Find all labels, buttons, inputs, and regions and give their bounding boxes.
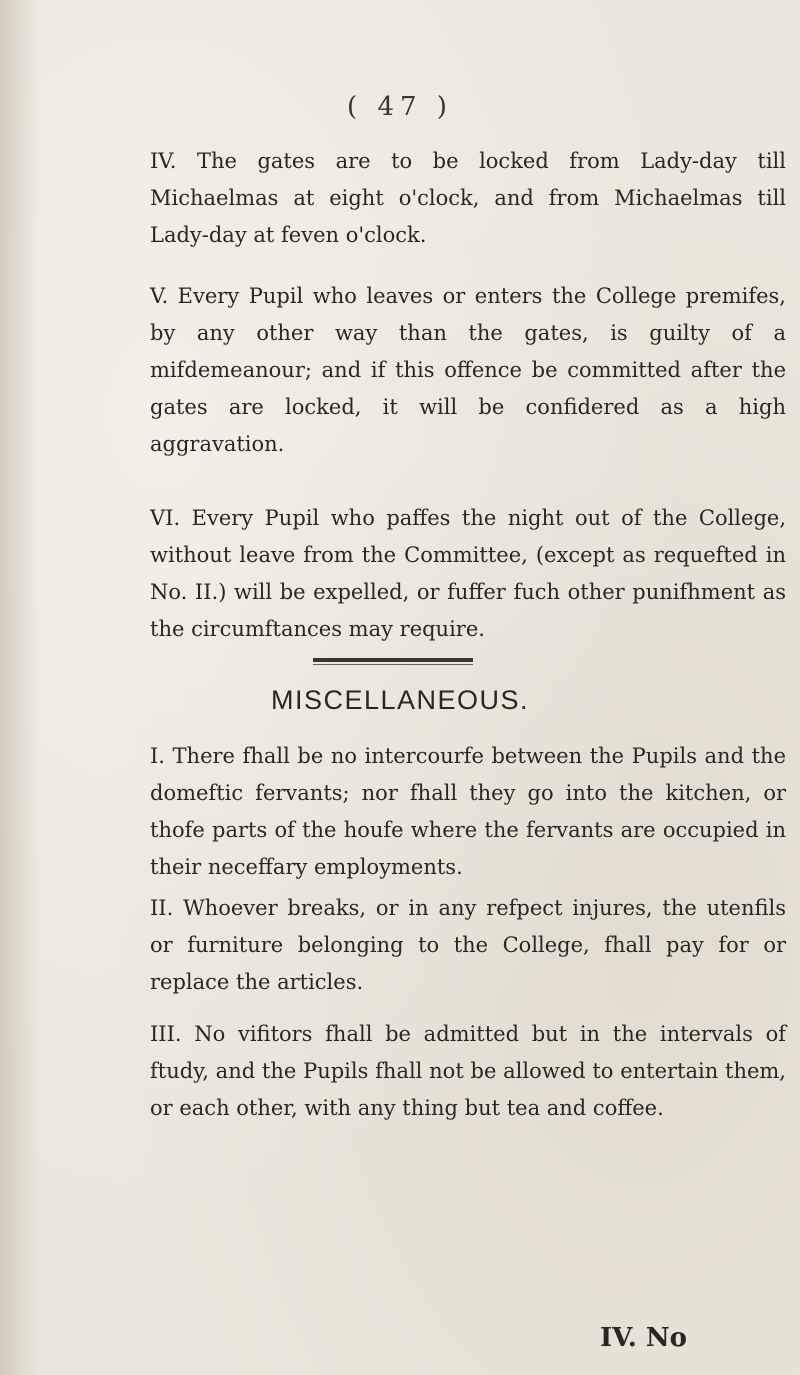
- misc-rule-i-servants: I. There fhall be no intercourfe between the Pupils and the domeftic fervants; nor fhall they go into the kitchen, or thofe parts of the houfe where the fervants are occupied in their neceffary employments.: [150, 744, 786, 879]
- section-divider: [313, 658, 473, 662]
- section-divider-thin: [313, 664, 473, 665]
- page-number: ( 47 ): [347, 92, 453, 122]
- misc-rule-ii-utensils: II. Whoever breaks, or in any refpect injures, the utenfils or furniture belonging to the College, fhall pay for or replace the articles.: [150, 896, 786, 994]
- rule-iv-gates: IV. The gates are to be locked from Lady-day till Michaelmas at eight o'clock, and from Michaelmas till Lady-day at feven o'clock.: [150, 149, 786, 247]
- section-heading: MISCELLANEOUS.: [270, 685, 530, 715]
- rule-v-premises: V. Every Pupil who leaves or enters the College premifes, by any other way than the gates, is guilty of a mifdemeanour; and if this offence be committed after the gates are locked, it will be confidered as a high aggravation.: [150, 284, 786, 456]
- catchword: IV. No: [600, 1323, 688, 1353]
- misc-rule-iii-visitors: III. No vifitors fhall be admitted but in the intervals of ftudy, and the Pupils fhall not be allowed to entertain them, or each other, with any thing but tea and coffee.: [150, 1022, 786, 1120]
- rule-vi-night-out: VI. Every Pupil who paffes the night out of the College, without leave from the Committee, (except as requefted in No. II.) will be expelled, or fuffer fuch other punifhment as the circumftances may require.: [150, 506, 786, 641]
